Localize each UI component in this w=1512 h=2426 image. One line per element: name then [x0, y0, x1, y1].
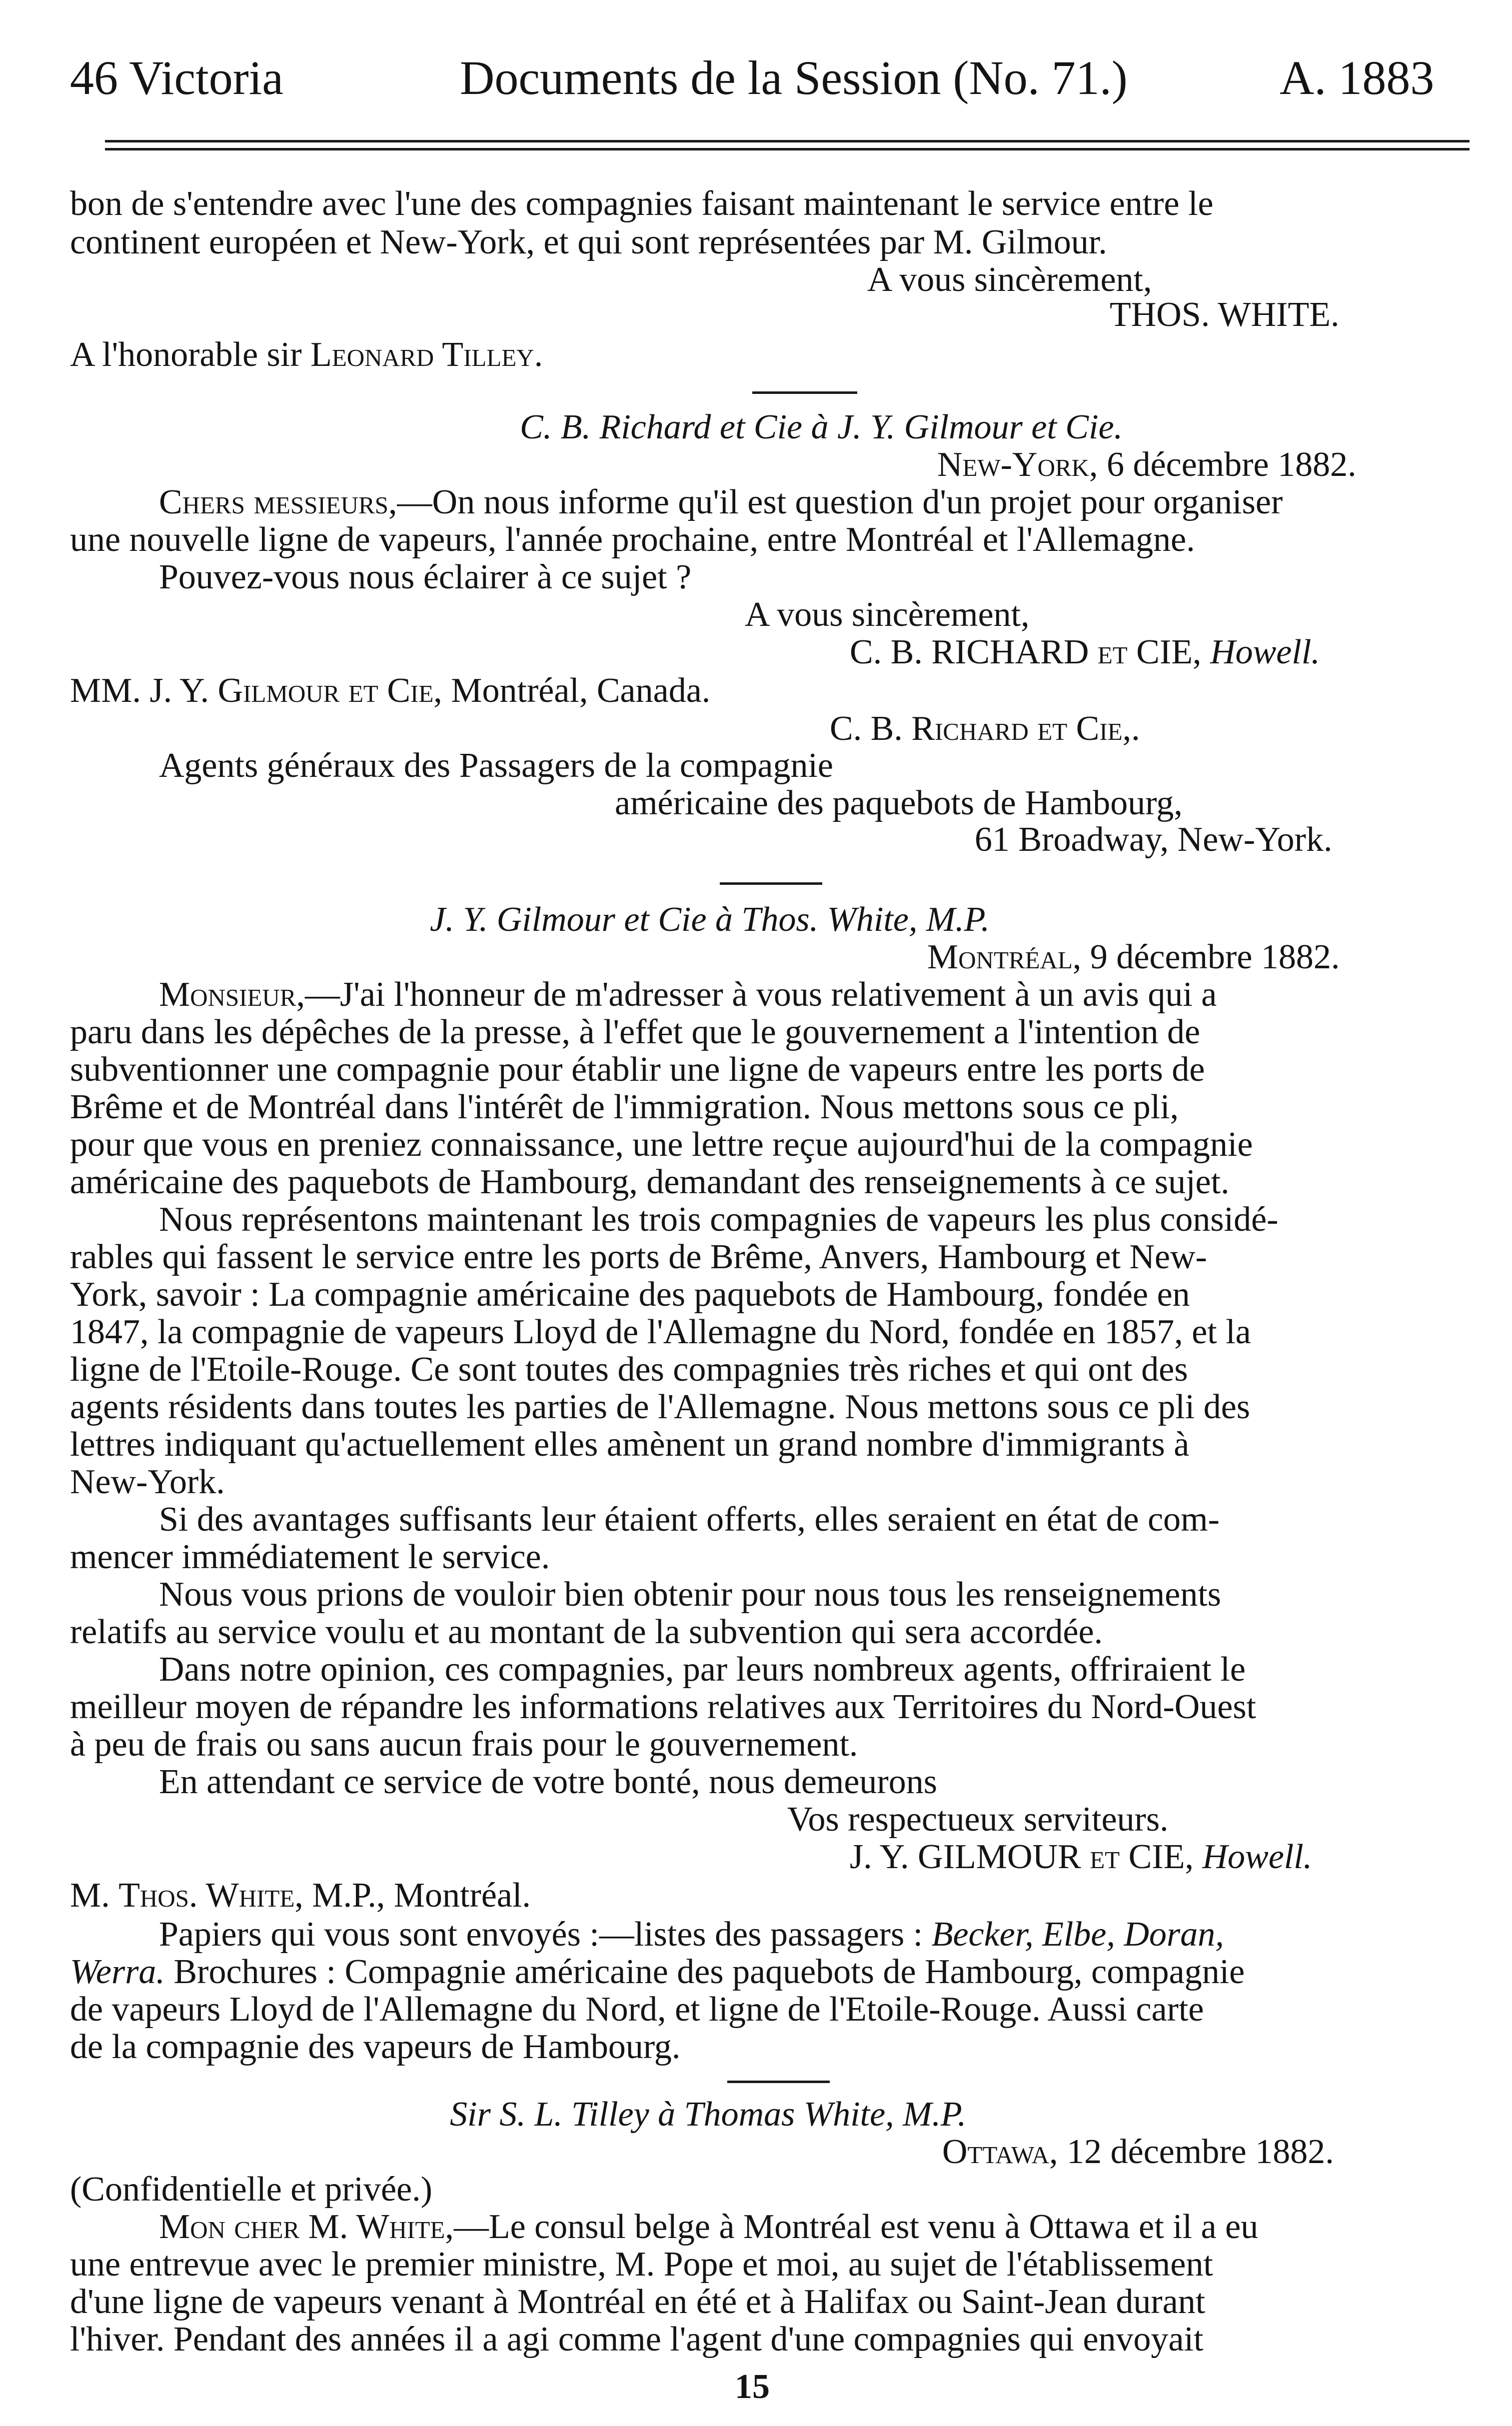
- body-text: —Le consul belge à Montréal est venu à Ottawa et il a eu: [453, 2208, 1259, 2246]
- recipient-prefix: MM. J. Y.: [70, 671, 209, 710]
- body-line: 1847, la compagnie de vapeurs Lloyd de l'Allemagne du Nord, fondée en 1857, et la: [70, 1313, 1251, 1351]
- recipient: [70, 671, 710, 711]
- signature-by: Howell.: [1210, 633, 1320, 671]
- separator: [720, 882, 822, 885]
- body-line: mencer immédiatement le service.: [70, 1538, 550, 1576]
- papers-name2: Werra.: [70, 1953, 165, 1991]
- signature-conn: et: [1090, 1838, 1120, 1876]
- signature-by: Howell.: [1202, 1838, 1313, 1876]
- body-line: bon de s'entendre avec l'une des compagnies faisant maintenant le service entre le: [70, 184, 1214, 223]
- place: New-York,: [937, 445, 1098, 484]
- body-line: ligne de l'Etoile-Rouge. Ce sont toutes des compagnies très riches et qui ont des: [70, 1350, 1188, 1389]
- addressee-prefix: A l'honorable sir: [70, 335, 302, 374]
- body-line: d'une ligne de vapeurs venant à Montréal en été et à Halifax ou Saint-Jean durant: [70, 2283, 1206, 2321]
- body-line: paru dans les dépêches de la presse, à l'effet que le gouvernement a l'intention de: [70, 1013, 1201, 1051]
- body-line: Brême et de Montréal dans l'intérêt de l'immigration. Nous mettons sous ce pli,: [70, 1088, 1179, 1126]
- recipient-place: M.P., Montréal.: [312, 1876, 531, 1915]
- body-line: Nous représentons maintenant les trois compagnies de vapeurs les plus considé-: [159, 1200, 1279, 1239]
- place: Ottawa,: [942, 2133, 1058, 2171]
- body-line: Nous vous prions de vouloir bien obtenir pour nous tous les renseignements: [159, 1575, 1222, 1614]
- body-line: [159, 975, 1217, 1015]
- recipient-name: Thos. White,: [118, 1876, 303, 1915]
- place-date: [942, 2132, 1334, 2172]
- body-line: l'hiver. Pendant des années il a agi comme l'agent d'une compagnies qui envoyait: [70, 2320, 1204, 2359]
- header-left: 46 Victoria: [70, 51, 284, 104]
- page-header: [70, 50, 1460, 105]
- body-line: [159, 2207, 1258, 2247]
- separator: [752, 391, 857, 394]
- papers-text: Brochures : Compagnie américaine des paquebots de Hambourg, compagnie: [173, 1953, 1245, 1991]
- date: 6 décembre 1882.: [1107, 445, 1357, 484]
- body-line: agents résidents dans toutes les parties de l'Allemagne. Nous mettons sous ce pli des: [70, 1388, 1251, 1426]
- salutation: Mon cher M. White,: [159, 2208, 454, 2246]
- note: (Confidentielle et privée.): [70, 2170, 432, 2209]
- body-line: relatifs au service voulu et au montant de la subvention qui sera accordée.: [70, 1613, 1103, 1651]
- salutation: Monsieur,: [159, 975, 305, 1014]
- header-rule-top: [105, 140, 1470, 142]
- place-date: [937, 445, 1357, 485]
- header-right: A. 1883: [1280, 51, 1435, 104]
- closing: Vos respectueux serviteurs.: [787, 1800, 1169, 1839]
- body-line: américaine des paquebots de Hambourg, demandant des renseignements à ce sujet.: [70, 1163, 1230, 1201]
- papers-line: [70, 1952, 1245, 1992]
- date: 9 décembre 1882.: [1090, 938, 1340, 976]
- place: Montréal,: [927, 938, 1082, 976]
- body-line: meilleur moyen de répandre les informations relatives aux Territoires du Nord-Ouest: [70, 1688, 1257, 1726]
- place-date: [927, 937, 1340, 977]
- addressee: [70, 335, 543, 375]
- sender-line: 61 Broadway, New-York.: [975, 820, 1333, 859]
- letter-heading: C. B. Richard et Cie à J. Y. Gilmour et Cie.: [520, 408, 1123, 446]
- body-line: lettres indiquant qu'actuellement elles amènent un grand nombre d'immigrants à: [70, 1425, 1190, 1464]
- letter-heading: J. Y. Gilmour et Cie à Thos. White, M.P.: [430, 900, 990, 939]
- header-rule-bottom: [105, 148, 1470, 150]
- sender-line: américaine des paquebots de Hambourg,: [615, 784, 1183, 822]
- header-center: Documents de la Session (No. 71.): [460, 51, 1128, 104]
- signature-main: C. B. RICHARD: [850, 633, 1089, 671]
- date: 12 décembre 1882.: [1067, 2133, 1334, 2171]
- body-line: Dans notre opinion, ces compagnies, par leurs nombreux agents, offriraient le: [159, 1650, 1246, 1689]
- closing: A vous sincèrement,: [745, 595, 1030, 634]
- salutation: Chers messieurs,: [159, 483, 397, 521]
- body-line: Si des avantages suffisants leur étaient offerts, elles seraient en état de com-: [159, 1500, 1220, 1539]
- signature-tail: CIE,: [1136, 633, 1202, 671]
- separator: [727, 2081, 830, 2083]
- body-line: une entrevue avec le premier ministre, M. Pope et moi, au sujet de l'établissement: [70, 2245, 1213, 2284]
- body-line: subventionner une compagnie pour établir une ligne de vapeurs entre les ports de: [70, 1050, 1205, 1089]
- addressee-name: Leonard Tilley.: [310, 335, 543, 374]
- signature: THOS. WHITE.: [1110, 295, 1340, 334]
- sender-firm: C. B. Richard et Cie,.: [830, 709, 1140, 748]
- body-line: pour que vous en preniez connaissance, une lettre reçue aujourd'hui de la compagnie: [70, 1125, 1253, 1164]
- sender-line: Agents généraux des Passagers de la compagnie: [159, 746, 834, 785]
- papers-line: de la compagnie des vapeurs de Hambourg.: [70, 2028, 681, 2066]
- body-text: —On nous informe qu'il est question d'un projet pour organiser: [397, 483, 1283, 521]
- papers-names: Becker, Elbe, Doran,: [931, 1915, 1224, 1954]
- body-line: Pouvez-vous nous éclairer à ce sujet ?: [159, 558, 692, 596]
- body-line: à peu de frais ou sans aucun frais pour le gouvernement.: [70, 1725, 858, 1764]
- papers-lead: Papiers qui vous sont envoyés :—listes des passagers :: [159, 1915, 923, 1954]
- signature-conn: et: [1097, 633, 1128, 671]
- papers-line: de vapeurs Lloyd de l'Allemagne du Nord, et ligne de l'Etoile-Rouge. Aussi carte: [70, 1990, 1204, 2029]
- papers-line: [159, 1915, 1224, 1955]
- closing: A vous sincèrement,: [867, 260, 1152, 299]
- signature: [850, 632, 1320, 672]
- body-line: continent européen et New-York, et qui sont représentées par M. Gilmour.: [70, 223, 1107, 261]
- body-line: une nouvelle ligne de vapeurs, l'année prochaine, entre Montréal et l'Allemagne.: [70, 520, 1195, 559]
- body-line: York, savoir : La compagnie américaine des paquebots de Hambourg, fondée en: [70, 1275, 1190, 1314]
- body-line: rables qui fassent le service entre les ports de Brême, Anvers, Hambourg et New-: [70, 1238, 1207, 1276]
- recipient: [70, 1876, 531, 1916]
- recipient-place: Montréal, Canada.: [451, 671, 711, 710]
- recipient-prefix: M.: [70, 1876, 110, 1915]
- signature-tail: CIE,: [1128, 1838, 1194, 1876]
- letter-heading: Sir S. L. Tilley à Thomas White, M.P.: [450, 2095, 967, 2134]
- body-text: —J'ai l'honneur de m'adresser à vous relativement à un avis qui a: [305, 975, 1217, 1014]
- recipient-name: Gilmour et Cie,: [217, 671, 442, 710]
- body-line: En attendant ce service de votre bonté, nous demeurons: [159, 1763, 937, 1801]
- signature: [850, 1837, 1312, 1877]
- body-line: [159, 482, 1283, 522]
- body-line: New-York.: [70, 1463, 225, 1501]
- signature-main: J. Y. GILMOUR: [850, 1838, 1081, 1876]
- page-number: 15: [735, 2368, 770, 2406]
